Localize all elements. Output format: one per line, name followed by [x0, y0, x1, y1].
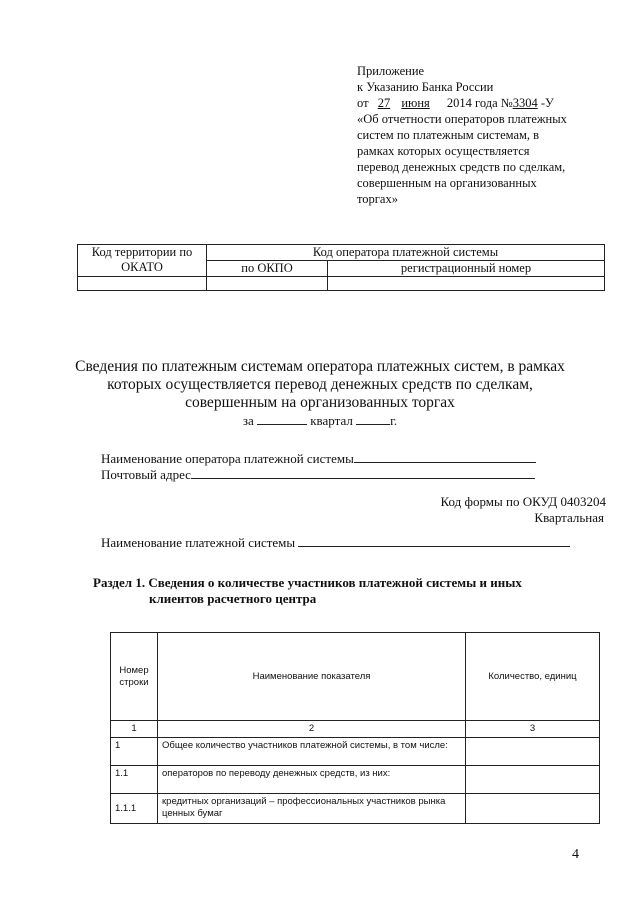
appendix-text-line: «Об отчетности операторов платежных: [357, 112, 567, 126]
row-number: 1.1: [111, 766, 158, 794]
appendix-year: 2014 года: [446, 96, 498, 110]
participants-table: [110, 632, 600, 824]
row-quantity[interactable]: [466, 738, 600, 766]
header-row-number: Номер строки: [111, 633, 158, 721]
table-row: [111, 794, 600, 824]
operator-code-header: Код оператора платежной системы: [207, 245, 605, 261]
operator-name-field: Наименование оператора платежной системы: [101, 450, 536, 467]
title-line: которых осуществляется перевод денежных средств по сделкам,: [107, 376, 533, 393]
okpo-cell[interactable]: [207, 277, 328, 291]
appendix-month: июня: [401, 96, 430, 110]
reg-number-cell[interactable]: [328, 277, 605, 291]
table-row: [111, 766, 600, 794]
row-name: кредитных организаций – профессиональных участников рынка ценных бумаг: [158, 794, 466, 824]
periodicity: Квартальная: [534, 510, 604, 525]
year-blank[interactable]: [356, 412, 390, 425]
section-line1: Раздел 1. Сведения о количестве участников платежной системы и иных: [93, 575, 522, 590]
col-number: 1: [111, 721, 158, 738]
row-quantity[interactable]: [466, 794, 600, 824]
header-indicator: Наименование показателя: [158, 633, 466, 721]
section-line2: клиентов расчетного центра: [149, 591, 317, 606]
appendix-line2: к Указанию Банка России: [357, 80, 494, 94]
appendix-day: 27: [377, 96, 391, 110]
title-line: совершенным на организованных торгах: [185, 394, 455, 411]
codes-table: [77, 244, 605, 291]
okato-cell[interactable]: [78, 277, 207, 291]
header-quantity: Количество, единиц: [466, 633, 600, 721]
postal-address-field: Почтовый адрес: [101, 466, 535, 483]
system-name-field: Наименование платежной системы: [101, 534, 570, 551]
okato-header: Код территории по ОКАТО: [78, 245, 207, 277]
row-number: 1.1.1: [111, 794, 158, 824]
appendix-text-line: систем по платежным системам, в: [357, 128, 540, 142]
reg-number-header: регистрационный номер: [328, 261, 605, 277]
table-row: [111, 738, 600, 766]
appendix-date-line: от 27 июня 2014 года №3304 -У: [357, 96, 554, 110]
period-line: за квартал г.: [242, 413, 398, 428]
row-name: Общее количество участников платежной системы, в том числе:: [158, 738, 466, 766]
okpo-header: по ОКПО: [207, 261, 328, 277]
col-number: 3: [466, 721, 600, 738]
row-number: 1: [111, 738, 158, 766]
section-heading: [93, 575, 593, 607]
form-code: Код формы по ОКУД 0403204: [440, 494, 606, 509]
appendix-text-line: совершенным на организованных: [357, 176, 537, 190]
appendix-text-line: перевод денежных средств по сделкам,: [357, 160, 566, 174]
period-blank[interactable]: [257, 412, 307, 425]
operator-name-blank[interactable]: [354, 450, 536, 463]
page-number: 4: [572, 847, 579, 862]
postal-address-blank[interactable]: [191, 466, 535, 479]
row-name: операторов по переводу денежных средств, из них:: [158, 766, 466, 794]
appendix-block: [357, 63, 627, 207]
col-number: 2: [158, 721, 466, 738]
system-name-blank[interactable]: [298, 534, 570, 547]
appendix-number: 3304: [512, 96, 538, 110]
report-title: [60, 358, 580, 430]
appendix-line1: Приложение: [357, 64, 425, 78]
appendix-text-line: рамках которых осуществляется: [357, 144, 530, 158]
row-quantity[interactable]: [466, 766, 600, 794]
title-line: Сведения по платежным системам оператора платежных систем, в рамках: [75, 358, 565, 375]
appendix-text-line: торгах»: [357, 192, 398, 206]
